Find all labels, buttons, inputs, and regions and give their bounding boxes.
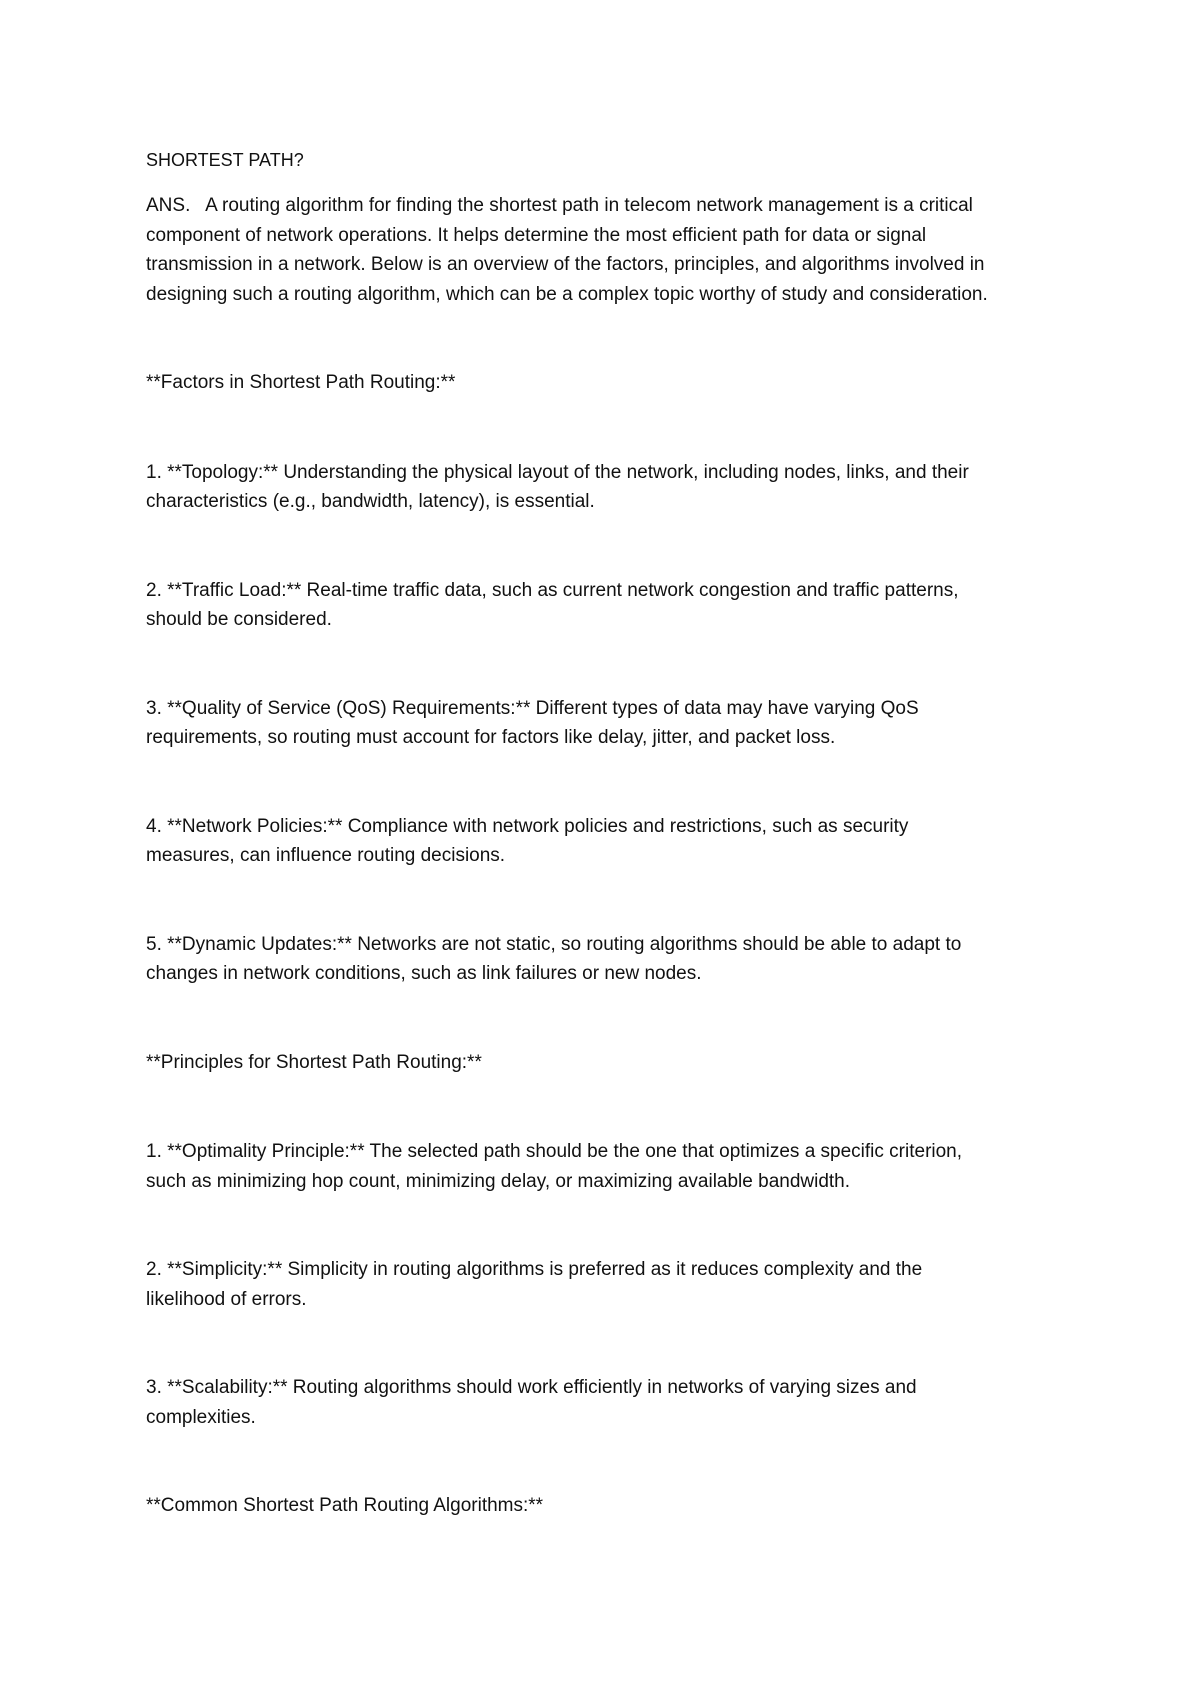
principle-item [146,1255,1066,1314]
factor-line: 5. **Dynamic Updates:** Networks are not static, so routing algorithms should be able to adapt to [146,933,962,955]
principle-line: such as minimizing hop count, minimizing delay, or maximizing available bandwidth. [146,1170,851,1192]
factor-line: 3. **Quality of Service (QoS) Requirements:** Different types of data may have varying QoS [146,697,919,719]
factor-item [146,458,1066,517]
answer-paragraph [146,191,1066,309]
factor-line: 4. **Network Policies:** Compliance with network policies and restrictions, such as security [146,815,909,837]
principle-item [146,1137,1066,1196]
answer-line: designing such a routing algorithm, which can be a complex topic worthy of study and consideration. [146,283,988,305]
factor-item [146,576,1066,635]
factor-line: 2. **Traffic Load:** Real-time traffic data, such as current network congestion and traffic patterns, [146,579,959,601]
answer-line: ANS. A routing algorithm for finding the shortest path in telecom network management is a critical [146,195,973,216]
answer-line: transmission in a network. Below is an overview of the factors, principles, and algorithms involved in [146,254,985,275]
factor-item [146,812,1066,871]
factor-line: should be considered. [146,609,332,630]
factor-line: 1. **Topology:** Understanding the physical layout of the network, including nodes, links, and their [146,461,969,483]
principle-line: 1. **Optimality Principle:** The selected path should be the one that optimizes a specific criterion, [146,1141,963,1162]
answer-line: component of network operations. It helps determine the most efficient path for data or signal [146,224,927,246]
factor-item [146,930,1066,989]
principle-line: 2. **Simplicity:** Simplicity in routing algorithms is preferred as it reduces complexity and the [146,1259,923,1280]
factor-line: characteristics (e.g., bandwidth, latency), is essential. [146,491,595,512]
factor-line: measures, can influence routing decisions. [146,845,506,866]
factor-line: requirements, so routing must account for factors like delay, jitter, and packet loss. [146,727,836,748]
principles-heading: **Principles for Shortest Path Routing:** [146,1051,482,1073]
document-body [146,146,1066,1521]
factors-heading: **Factors in Shortest Path Routing:** [146,372,456,393]
factor-item [146,694,1066,753]
document-title: SHORTEST PATH? [146,150,304,170]
principle-line: complexities. [146,1406,256,1428]
principle-item [146,1373,1066,1432]
factor-line: changes in network conditions, such as link failures or new nodes. [146,963,702,984]
principle-line: 3. **Scalability:** Routing algorithms should work efficiently in networks of varying sizes and [146,1377,917,1398]
algorithms-heading: **Common Shortest Path Routing Algorithms:** [146,1495,544,1516]
principle-line: likelihood of errors. [146,1288,307,1310]
